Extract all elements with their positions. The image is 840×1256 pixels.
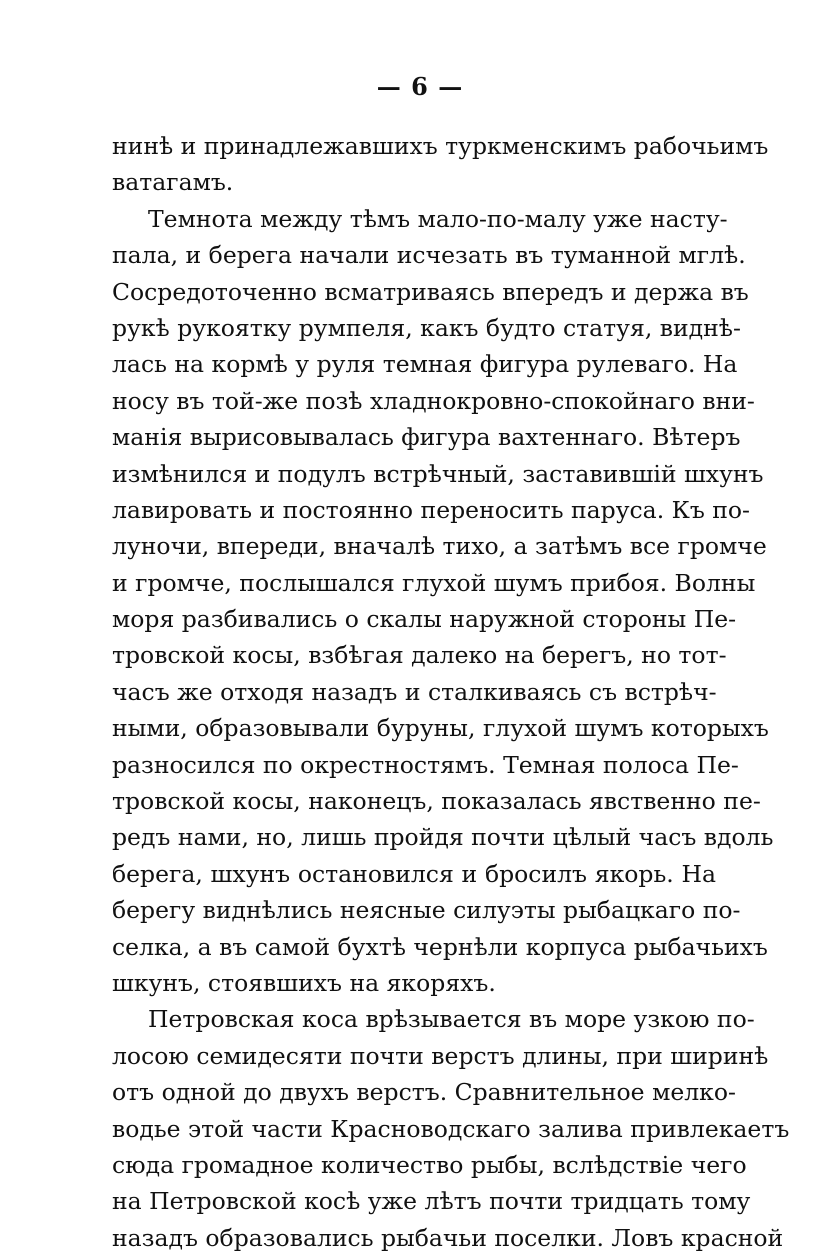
text-line: лась на кормѣ у руля темная фигура рулеваго. На [112,350,738,379]
text-line: лавировать и постоянно переносить паруса. Къ по- [112,495,750,524]
text-line: и громче, послышался глухой шумъ прибоя. Волны [112,568,756,597]
text-line: берега, шхунъ остановился и бросилъ якорь. На [112,859,716,888]
text-line: нинѣ и принадлежавшихъ туркменскимъ рабочьимъ [112,132,769,160]
text-line: редъ нами, но, лишь пройдя почти цѣлый часъ вдоль [112,823,774,852]
text-line: Петровская коса врѣзывается въ море узкою по- [148,1005,755,1034]
text-line: сюда громадное количество рыбы, вслѣдствіе чего [112,1150,747,1179]
text-line: луночи, впереди, вначалѣ тихо, а затѣмъ все громче [112,532,767,561]
text-line: шкунъ, стоявшихъ на якоряхъ. [112,968,496,997]
text-line: моря разбивались о скалы наружной стороны Пе- [112,605,737,634]
text-line: ными, образовывали буруны, глухой шумъ которыхъ [112,714,769,743]
text-line: измѣнился и подулъ встрѣчный, заставившій шхунъ [112,459,764,488]
text-line: манія вырисовывалась фигура вахтеннаго. Вѣтеръ [112,423,741,452]
body-text [112,128,790,1256]
text-line: Сосредоточенно всматриваясь впередъ и держа въ [112,277,749,306]
text-line: водье этой части Красноводскаго залива привлекаетъ [112,1114,790,1143]
page-number: — 6 — [376,72,464,101]
text-line: тровской косы, наконецъ, показалась явственно пе- [112,787,761,816]
text-line: рукѣ рукоятку румпеля, какъ будто статуя, виднѣ- [112,313,741,342]
text-line: селка, а въ самой бухтѣ чернѣли корпуса рыбачьихъ [112,932,768,961]
text-line: на Петровской косѣ уже лѣтъ почти тридцать тому [112,1187,751,1216]
text-line: назадъ образовались рыбачьи поселки. Ловъ красной [112,1223,784,1252]
text-line: Темнота между тѣмъ мало-по-малу уже насту- [148,204,728,233]
text-line: отъ одной до двухъ верстъ. Сравнительное мелко- [112,1078,736,1107]
text-line: носу въ той-же позѣ хладнокровно-спокойнаго вни- [112,386,755,415]
text-line: пала, и берега начали исчезать въ туманной мглѣ. [112,241,746,270]
text-line: разносился по окрестностямъ. Темная полоса Пе- [112,750,739,779]
text-line: ватагамъ. [112,168,234,197]
text-line: лосою семидесяти почти верстъ длины, при ширинѣ [112,1041,769,1070]
text-line: часъ же отходя назадъ и сталкиваясь съ встрѣч- [112,677,717,706]
text-line: берегу виднѣлись неясные силуэты рыбацкаго по- [112,896,741,925]
text-line: тровской косы, взбѣгая далеко на берегъ, но тот- [112,641,727,670]
